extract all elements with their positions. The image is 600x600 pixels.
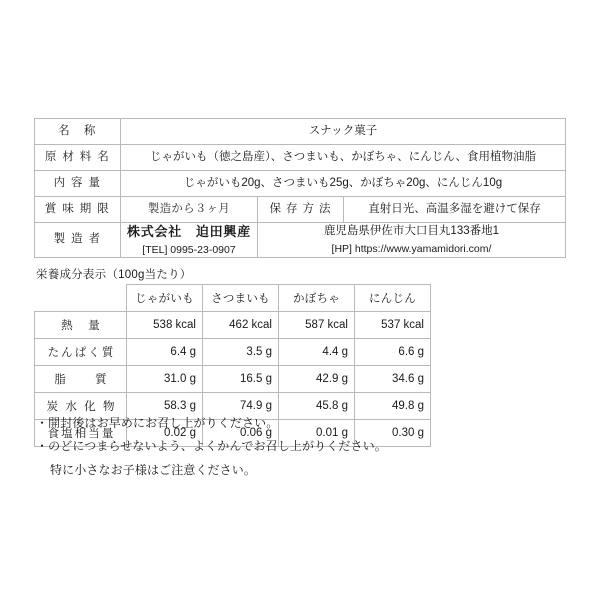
notes-section [36,412,556,482]
nutrition-col-header: さつまいも [203,285,279,312]
nutrition-cell: 0.30 g [355,420,431,447]
nutrition-cell: 58.3 g [127,393,203,420]
row-label-ingredients: 原 材 料 名 [35,145,121,171]
row-value-address [257,223,565,258]
table-row [35,366,431,393]
nutrition-cell: 587 kcal [279,312,355,339]
nutrition-cell: 6.4 g [127,339,203,366]
row-label-expiry: 賞 味 期 限 [35,197,121,223]
nutrition-cell: 537 kcal [355,312,431,339]
nutrition-cell: 538 kcal [127,312,203,339]
nutrition-cell: 4.4 g [279,339,355,366]
nutrition-cell: 0.06 g [203,420,279,447]
nutrition-cell: 49.8 g [355,393,431,420]
nutrition-cell: 16.5 g [203,366,279,393]
nutrition-cell: 0.01 g [279,420,355,447]
nutrition-cell: 45.8 g [279,393,355,420]
nutrition-col-header: かぼちゃ [279,285,355,312]
row-value-ingredients: じゃがいも（徳之島産）、さつまいも、かぼちゃ、にんじん、食用植物油脂 [121,145,566,171]
nutrition-row-label: 食塩相当量 [35,420,127,447]
nutrition-row-label: 脂 質 [35,366,127,393]
row-value-content: じゃがいも20g、さつまいも25g、かぼちゃ20g、にんじん10g [121,171,566,197]
table-row [35,312,431,339]
note-line: ・開封後はお早めにお召し上がりください。 [36,416,279,430]
nutrition-cell: 34.6 g [355,366,431,393]
note-line: 特に小さなお子様はご注意ください。 [50,462,257,477]
nutrition-row-label: 熱 量 [35,312,127,339]
nutrition-header-row [35,285,431,312]
nutrition-cell: 74.9 g [203,393,279,420]
row-value-name: スナック菓子 [121,119,566,145]
row-label-maker: 製 造 者 [35,223,121,258]
table-row [35,197,566,223]
nutrition-col-header: にんじん [355,285,431,312]
nutrition-cell: 0.02 g [127,420,203,447]
table-row [35,119,566,145]
row-label-storage: 保 存 方 法 [257,197,343,223]
nutrition-cell: 31.0 g [127,366,203,393]
maker-url[interactable]: [HP] https://www.yamamidori.com/ [331,243,492,256]
table-row [35,339,431,366]
row-value-maker [121,223,258,258]
nutrition-cell: 3.5 g [203,339,279,366]
table-row [35,145,566,171]
nutrition-cell: 6.6 g [355,339,431,366]
row-value-storage: 直射日光、高温多湿を避けて保存 [343,197,565,223]
nutrition-row-label: たんぱく質 [35,339,127,366]
nutrition-corner-cell [35,285,127,312]
maker-tel: [TEL] 0995-23-0907 [142,243,236,256]
nutrition-row-label: 炭 水 化 物 [35,393,127,420]
nutrition-title: 栄養成分表示（100g当たり） [36,269,192,281]
nutrition-cell: 42.9 g [279,366,355,393]
table-row [35,223,566,258]
product-info-table [34,118,566,258]
maker-address: 鹿児島県伊佐市大口目丸133番地1 [323,224,500,237]
note-line: ・のどにつまらせないよう、よくかんでお召し上がりください。 [36,439,387,454]
table-row [35,171,566,197]
row-label-content: 内 容 量 [35,171,121,197]
row-label-name: 名 称 [35,119,121,145]
maker-name: 株式会社 迫田興産 [126,224,251,239]
row-value-expiry: 製造から３ヶ月 [121,197,258,223]
nutrition-col-header: じゃがいも [127,285,203,312]
nutrition-cell: 462 kcal [203,312,279,339]
